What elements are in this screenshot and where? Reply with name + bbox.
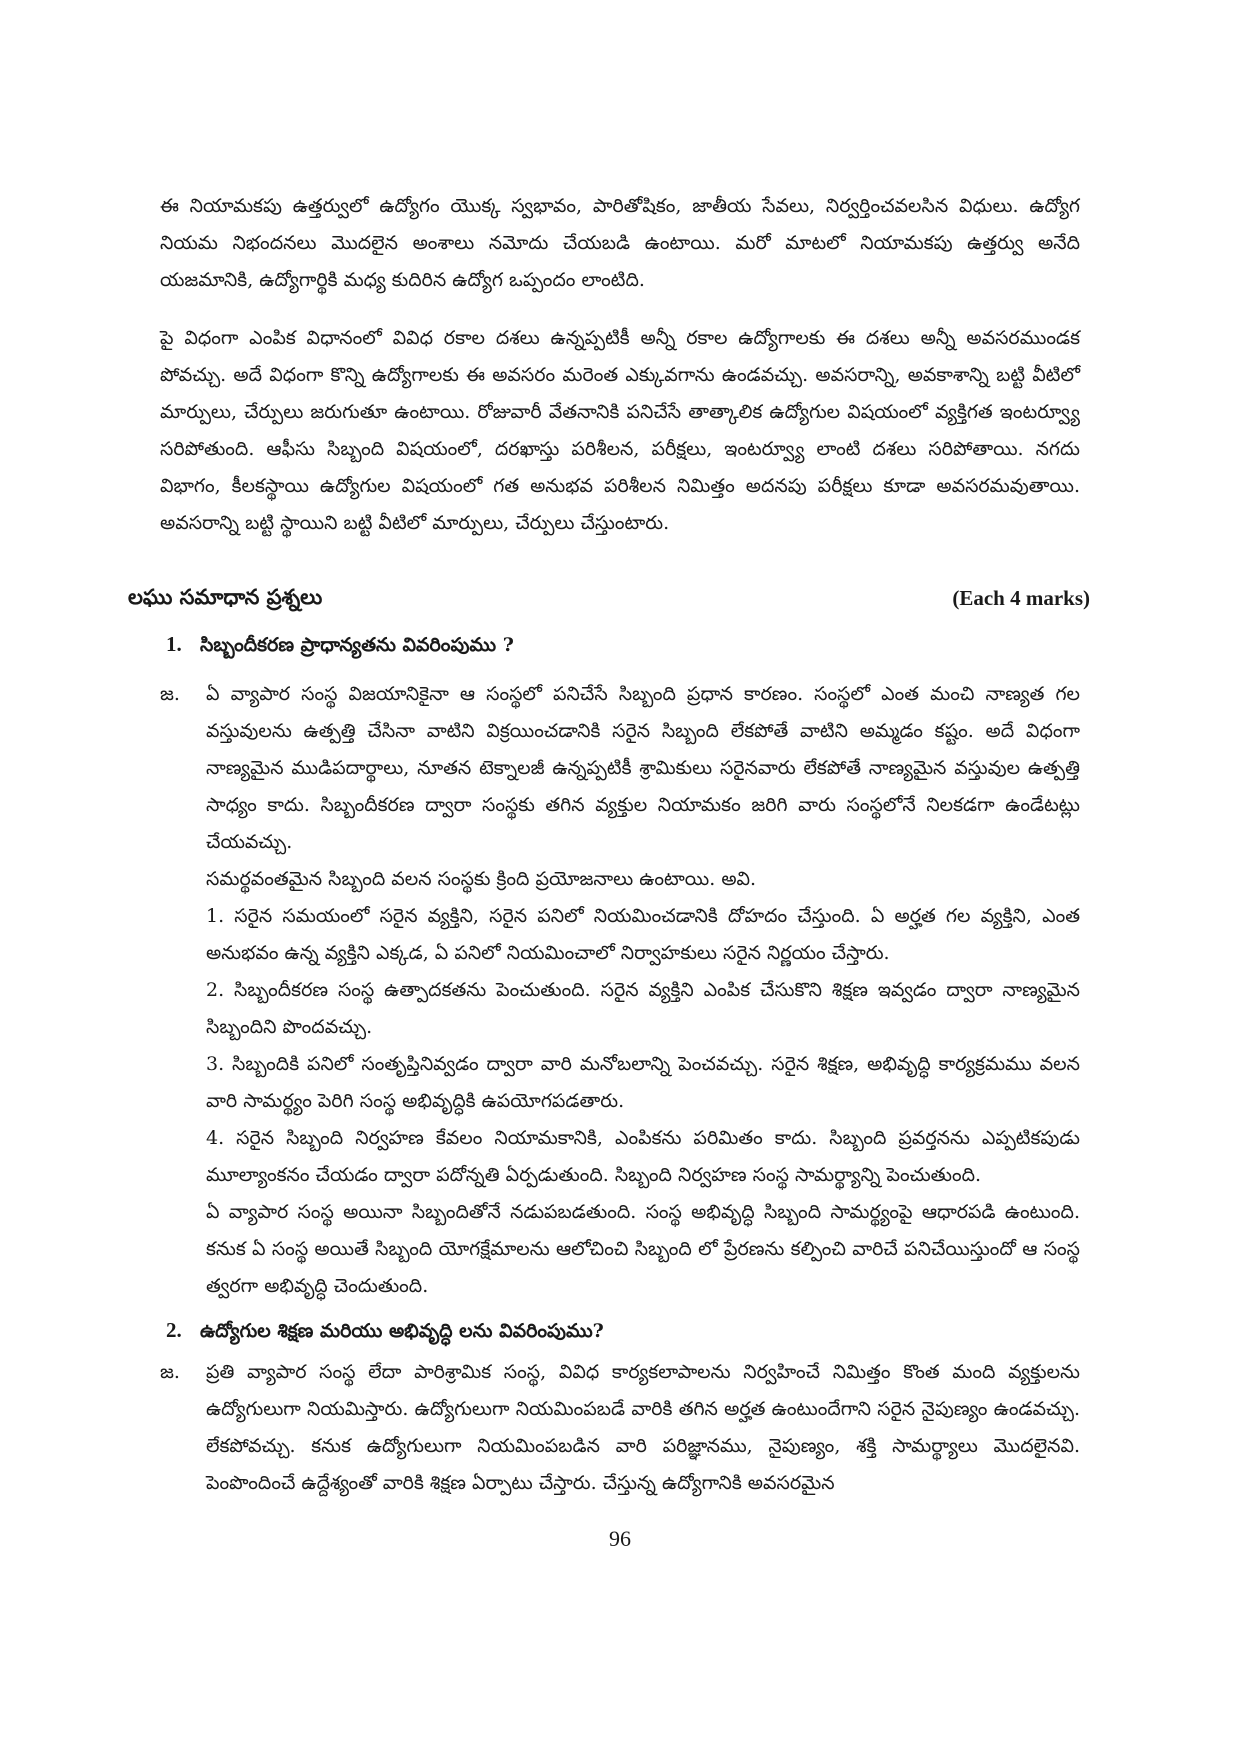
answer-1-point-1: 1. సరైన సమయంలో సరైన వ్యక్తిని, సరైన పనిలో నియమించడానికి దోహదం చేస్తుంది. ఏ అర్హత గల వ్యక్తిని, ఎంత అనుభవం ఉన్న వ్యక్తిని ఎక్కడ, ఏ పనిలో నియమించాలో నిర్వాహకులు సరైన నిర్ణయం చేస్తారు.	[206, 905, 1080, 964]
question-1-text: సిబ్బందీకరణ ప్రాధాన్యతను వివరింపుము ?	[200, 634, 514, 656]
answer-2-marker: జ.	[160, 1361, 180, 1383]
section-marks: (Each 4 marks)	[952, 586, 1090, 610]
answer-1-closing: ఏ వ్యాపార సంస్థ అయినా సిబ్బందితోనే నడుపబడతుంది. సంస్థ అభివృద్ధి సిబ్బంది సామర్థ్యంపై ఆధారపడి ఉంటుంది. కనుక ఏ సంస్థ అయితే సిబ్బంది యోగక్షేమాలను ఆలోచించి సిబ్బంది లో ప్రేరణను కల్పించి వారిచే పనిచేయిస్తుందో ఆ సంస్థ త్వరగా అభివృద్ధి చెందుతుంది.	[206, 1201, 1080, 1297]
answer-1-point-2: 2. సిబ్బందీకరణ సంస్థ ఉత్పాదకతను పెంచుతుంది. సరైన వ్యక్తిని ఎంపిక చేసుకొని శిక్షణ ఇవ్వడం ద్వారా నాణ్యమైన సిబ్బందిని పొందవచ్చు.	[206, 979, 1080, 1038]
answer-1-intro: సమర్థవంతమైన సిబ్బంది వలన సంస్థకు క్రింది ప్రయోజనాలు ఉంటాయి. అవి.	[206, 868, 757, 890]
page-number: 96	[609, 1526, 631, 1551]
question-1-number: 1.	[166, 632, 182, 656]
answer-1-marker: జ.	[160, 683, 180, 705]
question-2	[166, 1318, 604, 1347]
question-2-text: ఉద్యోగుల శిక్షణ మరియు అభివృద్ధి లను వివరింపుము?	[200, 1320, 604, 1342]
answer-1-text: ఏ వ్యాపార సంస్థ విజయానికైనా ఆ సంస్థలో పనిచేసే సిబ్బంది ప్రధాన కారణం. సంస్థలో ఎంత మంచి నాణ్యత గల వస్తువులను ఉత్పత్తి చేసినా వాటిని విక్రయించడానికి సరైన సిబ్బంది లేకపోతే వాటిని అమ్మడం కష్టం. అదే విధంగా నాణ్యమైన ముడిపదార్థాలు, నూతన టెక్నాలజీ ఉన్నప్పటికీ శ్రామికులు సరైనవారు లేకపోతే నాణ్యమైన వస్తువుల ఉత్పత్తి సాధ్యం కాదు. సిబ్బందీకరణ ద్వారా సంస్థకు తగిన వ్యక్తుల నియామకం జరిగి వారు సంస్థలోనే నిలకడగా ఉండేటట్లు చేయవచ్చు.	[206, 683, 1080, 853]
answer-1-point-3: 3. సిబ్బందికి పనిలో సంతృప్తినివ్వడం ద్వారా వారి మనోబలాన్ని పెంచవచ్చు. సరైన శిక్షణ, అభివృద్ధి కార్యక్రమము వలన వారి సామర్థ్యం పెరిగి సంస్థ అభివృద్ధికి ఉపయోగపడతారు.	[206, 1053, 1080, 1112]
answer-1-point-4: 4. సరైన సిబ్బంది నిర్వహణ కేవలం నియామకానికి, ఎంపికను పరిమితం కాదు. సిబ్బంది ప్రవర్తనను ఎప్పటికపుడు మూల్యాంకనం చేయడం ద్వారా పదోన్నతి ఏర్పడుతుంది. సిబ్బంది నిర్వహణ సంస్థ సామర్థ్యాన్ని పెంచుతుంది.	[206, 1127, 1080, 1186]
question-1	[166, 632, 514, 661]
answer-2-text: ప్రతి వ్యాపార సంస్థ లేదా పారిశ్రామిక సంస్థ, వివిధ కార్యకలాపాలను నిర్వహించే నిమిత్తం కొంత మంది వ్యక్తులను ఉద్యోగులుగా నియమిస్తారు. ఉద్యోగులుగా నియమింపబడే వారికి తగిన అర్హత ఉంటుందేగాని సరైన నైపుణ్యం ఉండవచ్చు. లేకపోవచ్చు. కనుక ఉద్యోగులుగా నియమింపబడిన వారి పరిజ్ఞానము, నైపుణ్యం, శక్తి సామర్థ్యాలు మొదలైనవి. పెంపొందించే ఉద్దేశ్యంతో వారికి శిక్షణ ఏర్పాటు చేస్తారు. చేస్తున్న ఉద్యోగానికి అవసరమైన	[206, 1361, 1080, 1494]
question-2-number: 2.	[166, 1318, 182, 1342]
paragraph-selection-stages: పై విధంగా ఎంపిక విధానంలో వివిధ రకాల దశలు ఉన్నప్పటికీ అన్నీ రకాల ఉద్యోగాలకు ఈ దశలు అన్నీ అవసరముండక పోవచ్చు. అదే విధంగా కొన్ని ఉద్యోగాలకు ఈ అవసరం మరెంత ఎక్కువగాను ఉండవచ్చు. అవసరాన్ని, అవకాశాన్ని బట్టి వీటిలో మార్పులు, చేర్పులు జరుగుతూ ఉంటాయి. రోజువారీ వేతనానికి పనిచేసే తాత్కాలిక ఉద్యోగుల విషయంలో వ్యక్తిగత ఇంటర్వ్యూ సరిపోతుంది. ఆఫీసు సిబ్బంది విషయంలో, దరఖాస్తు పరిశీలన, పరీక్షలు, ఇంటర్వ్యూ లాంటి దశలు సరిపోతాయి. నగదు విభాగం, కీలకస్థాయి ఉద్యోగుల విషయంలో గత అనుభవ పరిశీలన నిమిత్తం అదనపు పరీక్షలు కూడా అవసరమవుతాయి. అవసరాన్ని బట్టి స్థాయిని బట్టి వీటిలో మార్పులు, చేర్పులు చేస్తుంటారు.	[160, 327, 1080, 534]
paragraph-appointment-order: ఈ నియామకపు ఉత్తర్వులో ఉద్యోగం యొక్క స్వభావం, పారితోషికం, జాతీయ సేవలు, నిర్వర్తించవలసిన విధులు. ఉద్యోగ నియమ నిభందనలు మొదలైన అంశాలు నమోదు చేయబడి ఉంటాయి. మరో మాటలో నియామకపు ఉత్తర్వు అనేది యజమానికి, ఉద్యోగార్థికి మధ్య కుదిరిన ఉద్యోగ ఒప్పందం లాంటిది.	[160, 195, 1080, 291]
section-title: లఘు సమాధాన ప్రశ్నలు	[128, 584, 323, 609]
